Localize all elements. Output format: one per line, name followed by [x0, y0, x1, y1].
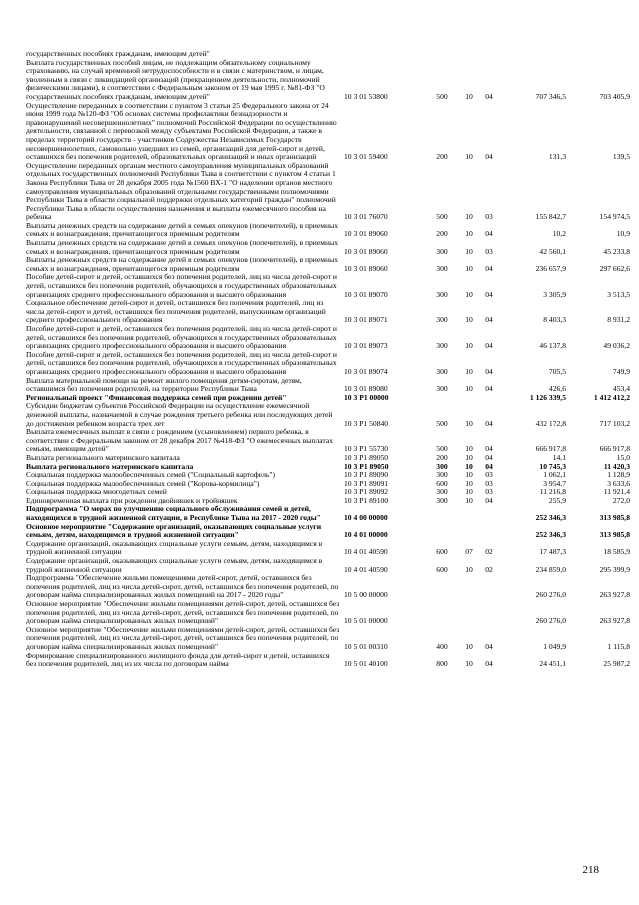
row-rz: 10: [465, 659, 473, 669]
row-value-1: 3 954,7: [543, 478, 566, 488]
row-rz: 10: [465, 212, 473, 222]
row-value-1: 10,2: [552, 229, 566, 239]
row-name: Социальная поддержка малообеспеченных семей ("Социальный картофель"): [26, 470, 275, 480]
row-vr: 600: [436, 478, 448, 488]
row-pr: 04: [485, 495, 493, 505]
row-value-2: 18 585,9: [603, 547, 630, 557]
row-name: Подпрограмма "О мерах по улучшению социального обслуживания семей и детей, находящихся в трудной жизненной ситуации, в Республике Тыва на 2017 - 2020 годы": [26, 504, 321, 523]
row-vr: 500: [436, 212, 448, 222]
row-rz: 10: [465, 263, 473, 273]
row-code: 10 3 P1 89100: [344, 495, 389, 505]
row-value-2: 15,0: [616, 452, 630, 462]
row-value-2: 3 633,6: [607, 478, 630, 488]
row-vr: 300: [436, 470, 448, 480]
row-value-2: 10,9: [616, 229, 630, 239]
row-name: Выплаты денежных средств на содержание детей в семьях опекунов (попечителей), в приемных семьях и вознаграждения, причитающегося приемным родителям: [26, 220, 339, 239]
row-value-1: 234 859,0: [535, 564, 566, 574]
row-rz: 10: [465, 384, 473, 394]
row-pr: 04: [485, 461, 493, 471]
row-value-1: 46 137,8: [539, 341, 566, 351]
row-value-2: 3 513,5: [607, 289, 630, 299]
row-value-2: 313 985,8: [599, 513, 630, 523]
row-value-2: 25 987,2: [603, 659, 630, 669]
row-pr: 04: [485, 384, 493, 394]
row-value-1: 432 172,8: [535, 418, 566, 428]
row-pr: 04: [485, 641, 493, 651]
row-name: Основное мероприятие "Обеспечение жильми помещениями детей-сирот, детей, оставшихся без попечения родителей, лиц из числа детей-сирот, детей, оставшихся без попечения родителей, по договорам найма специализированных жилых помещений": [26, 599, 340, 626]
row-rz: 10: [465, 564, 473, 574]
row-pr: 04: [485, 229, 493, 239]
row-name: Социальная поддержка малообеспеченных семей ("Корова-кормилица"): [26, 478, 260, 488]
row-name: Подпрограмма "Обеспечение жильми помещениями детей-сирот, детей, оставшихся без попечения родителей, лиц из числа детей-сирот, детей, оставшихся без попечения родителей, по договорам найма специализированных жилых помещений на 2017 - 2020 годы": [26, 573, 339, 600]
row-rz: 10: [465, 444, 473, 454]
row-value-1: 3 305,9: [543, 289, 566, 299]
row-value-2: 139,5: [612, 152, 630, 162]
row-value-2: 263 927,8: [599, 590, 630, 600]
table-row: [26, 626, 630, 652]
row-vr: 300: [436, 289, 448, 299]
row-pr: 04: [485, 263, 493, 273]
row-code: 10 3 01 76070: [344, 212, 388, 222]
row-value-1: 1 126 339,5: [529, 392, 566, 402]
table-row: [26, 377, 630, 394]
row-code: 10 3 P1 89050: [344, 461, 389, 471]
row-vr: 500: [436, 444, 448, 454]
row-code: 10 3 P1 50840: [344, 418, 389, 428]
row-value-2: 1 128,9: [607, 470, 630, 480]
row-value-1: 131,3: [548, 152, 566, 162]
table-row: [26, 402, 630, 428]
row-rz: 10: [465, 461, 473, 471]
row-value-2: 1 115,8: [607, 641, 630, 651]
row-rz: 10: [465, 366, 473, 376]
row-pr: 04: [485, 341, 493, 351]
table-row: [26, 652, 630, 669]
row-code: 10 3 01 89073: [344, 341, 388, 351]
row-value-1: 14,1: [552, 452, 566, 462]
row-vr: 500: [436, 91, 448, 101]
row-value-2: 666 917,8: [599, 444, 630, 454]
row-rz: 10: [465, 91, 473, 101]
row-value-1: 705,5: [548, 366, 566, 376]
row-pr: 04: [485, 152, 493, 162]
row-value-2: 272,0: [612, 495, 630, 505]
row-name: Основное мероприятие "Обеспечение жильми помещениями детей-сирот, детей, оставшихся без попечения родителей, лиц из числа детей-сирот, детей, оставшихся без попечения родителей, по договорам найма специализированных жилых помещений": [26, 624, 340, 651]
row-name: Субсидии бюджетам субъектов Российской Федерации на осуществление ежемесячной денежной выплаты, назначаемой в случае рождения третьего ребенка или последующих детей до достижения ребенком возраста трех лет: [26, 401, 333, 428]
row-name: Основное мероприятие "Содержание организаций, оказывающих социальные услуги семьям, детям, находящимся в трудной жизненной ситуации": [26, 521, 322, 540]
row-code: 10 3 P1 00000: [344, 392, 389, 402]
row-code: 10 3 01 89071: [344, 315, 388, 325]
row-rz: 10: [465, 418, 473, 428]
row-value-1: 1 062,1: [543, 470, 566, 480]
row-value-1: 252 346,3: [535, 513, 566, 523]
row-name: Выплаты денежных средств на содержание детей в семьях опекунов (попечителей), в приемных семьях и вознаграждения, причитающегося приемным родителям: [26, 238, 339, 256]
row-code: 10 5 00 00000: [344, 590, 388, 600]
row-value-1: 11 216,8: [539, 487, 566, 497]
row-code: 10 3 01 89070: [344, 289, 388, 299]
row-code: 10 3 P1 89092: [344, 487, 389, 497]
row-vr: 800: [436, 659, 448, 669]
row-code: 10 4 01 40590: [344, 547, 388, 557]
table-row: [26, 600, 630, 626]
row-pr: 04: [485, 659, 493, 669]
row-name: Социальная поддержка многодетных семей: [26, 487, 167, 497]
table-row: [26, 574, 630, 600]
row-value-2: 717 103,2: [599, 418, 630, 428]
row-value-1: 252 346,3: [535, 530, 566, 540]
row-code: 10 3 01 89060: [344, 229, 388, 239]
table-row: [26, 557, 630, 574]
row-value-2: 263 927,8: [599, 616, 630, 626]
row-name: Содержание организаций, оказывающих социальные услуги семьям, детям, находящимся в трудной жизненной ситуации: [26, 538, 323, 557]
table-row: [26, 325, 630, 351]
row-value-2: 749,9: [612, 366, 630, 376]
row-code: 10 4 01 40590: [344, 564, 388, 574]
row-value-2: 313 985,8: [599, 530, 630, 540]
row-pr: 03: [485, 246, 493, 256]
table-row: [26, 523, 630, 540]
row-vr: 500: [436, 418, 448, 428]
table-row: [26, 256, 630, 273]
row-vr: 300: [436, 495, 448, 505]
table-row: [26, 505, 630, 522]
row-pr: 02: [485, 564, 493, 574]
row-code: 10 3 P1 89050: [344, 452, 389, 462]
table-row: [26, 239, 630, 256]
row-code: 10 5 01 00000: [344, 616, 388, 626]
row-value-2: 297 662,6: [599, 263, 630, 273]
row-value-1: 155 842,7: [535, 212, 566, 222]
row-pr: 04: [485, 444, 493, 454]
table-row: [26, 351, 630, 377]
row-value-1: 260 276,0: [535, 616, 566, 626]
row-code: 10 3 P1 55730: [344, 444, 389, 454]
row-vr: 300: [436, 341, 448, 351]
row-name: Региональный проект "Финансовая поддержка семей при рождении детей": [26, 392, 287, 402]
row-rz: 10: [465, 641, 473, 651]
row-vr: 300: [436, 263, 448, 273]
row-value-2: 11 420,3: [603, 461, 630, 471]
row-rz: 10: [465, 470, 473, 480]
table-row: [26, 102, 630, 162]
row-pr: 04: [485, 366, 493, 376]
row-vr: 300: [436, 461, 448, 471]
row-name: Осуществление переданных органам местного самоуправления муниципальных образований отдельных государственных полномочий Республики Тыва в соответствии с пунктом 4 статьи 1 Закона Республики Тыва от 28 декабря 2005 года №1560 ВХ-1 "О наделении органов местного самоуправления муниципальных образований отдельными государственными полномочиями Республики Тыва в области социальной поддержки отдельных категорий граждан" полномочий Республики Тыва в области осуществления назначения и выплаты ежемесячного пособия на ребенка: [26, 160, 336, 222]
row-vr: 400: [436, 641, 448, 651]
row-code: 10 3 01 89074: [344, 366, 388, 376]
row-pr: 03: [485, 470, 493, 480]
row-vr: 600: [436, 564, 448, 574]
row-pr: 02: [485, 547, 493, 557]
row-name: Выплаты денежных средств на содержание детей в семьях опекунов (попечителей), в приемных семьях и вознаграждения, причитающегося приемным родителям: [26, 255, 339, 273]
row-value-2: 8 931,2: [607, 315, 630, 325]
row-name: Пособие детей-сирот и детей, оставшихся без попечения родителей, лиц из числа детей-сирот и детей, оставшихся без попечения родителей, обучающихся в государственных образовательных организациях среднего профессионального образования и высшего образования: [26, 349, 337, 376]
row-value-2: 295 399,9: [599, 564, 630, 574]
row-name: Выплата материальной помощи на ремонт жилого помещения детям-сиротам, детям, оставшимся без попечения родителей, на территории Республики Тыва: [26, 375, 302, 394]
row-name: Социальное обеспечение детей-сирот и детей, оставшихся без попечения родителей, лиц из числа детей-сирот и детей, оставшихся без попечения родителей, выпускникам организаций среднего профессионального образования: [26, 298, 326, 325]
row-pr: 04: [485, 91, 493, 101]
row-code: 10 3 01 89080: [344, 384, 388, 394]
row-value-2: 154 974,5: [599, 212, 630, 222]
row-code: 10 3 01 89060: [344, 263, 388, 273]
table-row: [26, 162, 630, 222]
row-rz: 07: [465, 547, 473, 557]
row-pr: 03: [485, 212, 493, 222]
row-code: 10 4 00 00000: [344, 513, 388, 523]
row-name: Выплата ежемесячных выплат в связи с рождением (усыновлением) первого ребенка, в соответствии с Федеральным законом от 28 декабря 2017 №418-ФЗ "О ежемесячных выплатах семьям, имеющим детей": [26, 427, 333, 454]
row-code: 10 4 01 00000: [344, 530, 388, 540]
row-rz: 10: [465, 341, 473, 351]
row-rz: 10: [465, 478, 473, 488]
row-value-1: 236 657,9: [535, 263, 566, 273]
row-value-1: 707 346,5: [535, 91, 566, 101]
row-rz: 10: [465, 229, 473, 239]
row-rz: 10: [465, 246, 473, 256]
row-name: Выплата регионального материнского капитала: [26, 452, 180, 462]
row-vr: 300: [436, 315, 448, 325]
row-vr: 200: [436, 152, 448, 162]
row-rz: 10: [465, 487, 473, 497]
table-row: [26, 540, 630, 557]
row-rz: 10: [465, 152, 473, 162]
row-value-1: 1 049,9: [543, 641, 566, 651]
row-value-2: 49 036,2: [603, 341, 630, 351]
row-pr: 04: [485, 452, 493, 462]
row-value-1: 8 403,3: [543, 315, 566, 325]
table-row: [26, 59, 630, 102]
row-rz: 10: [465, 315, 473, 325]
row-pr: 04: [485, 418, 493, 428]
table-row: [26, 273, 630, 299]
row-value-1: 260 276,0: [535, 590, 566, 600]
row-code: 10 3 P1 89091: [344, 478, 389, 488]
row-code: 10 5 01 40100: [344, 659, 388, 669]
row-value-2: 703 405,9: [599, 91, 630, 101]
row-name: Формирование специализированного жилищного фонда для детей-сирот и детей, оставшихся без попечения родителей, лиц из их числа по договорам найма: [26, 650, 330, 669]
row-vr: 600: [436, 547, 448, 557]
row-value-2: 453,4: [612, 384, 630, 394]
row-value-1: 426,6: [548, 384, 566, 394]
row-vr: 200: [436, 229, 448, 239]
row-vr: 300: [436, 487, 448, 497]
row-name: Выплата государственных пособий лицам, не подлежащим обязательному социальному страхованию, на случай временной нетрудоспособности и в связи с материнством, и лицам, уволенным в связи с ликвидацией организаций (прекращением деятельности, полномочий физическими лицами), в соответствии с Федеральным законом от 19 мая 1995 г. №81-ФЗ "О государственных пособиях гражданам, имеющим детей": [26, 57, 325, 101]
budget-table: [26, 50, 630, 669]
row-value-1: 255,9: [548, 495, 566, 505]
row-code: 10 3 P1 89090: [344, 470, 389, 480]
row-rz: 10: [465, 289, 473, 299]
row-pr: 03: [485, 487, 493, 497]
row-code: 10 3 01 89060: [344, 246, 388, 256]
table-row: [26, 299, 630, 325]
row-value-2: 11 921,4: [603, 487, 630, 497]
row-name: Единовременная выплата при рождении двойняшек и тройняшек: [26, 495, 238, 505]
row-vr: 300: [436, 384, 448, 394]
page-number: 218: [582, 864, 599, 876]
row-vr: 200: [436, 452, 448, 462]
row-code: 10 5 01 00310: [344, 641, 388, 651]
row-name: государственных пособиях гражданам, имеющим детей": [26, 49, 210, 58]
row-rz: 10: [465, 495, 473, 505]
row-value-1: 24 451,1: [539, 659, 566, 669]
row-name: Осуществление переданных в соответствии с пунктом 3 статьи 25 Федерального закона от 24 июня 1999 года №120-ФЗ "Об основах системы профилактики безнадзорности и правонарушений несовершеннолетних" полномочий Российской Федерации по осуществлению деятельности, связанной с перевозкой между субъектами Российской Федерации, а также в пределах территорий государств - участников Содружества Независимых Государств несовершеннолетних, самовольно ушедших из семей, организаций для детей-сирот и детей, оставшихся без попечения родителей, образовательных организаций и иных организаций: [26, 100, 337, 162]
row-value-2: 45 233,8: [603, 246, 630, 256]
row-value-1: 666 917,8: [535, 444, 566, 454]
row-name: Пособие детей-сирот и детей, оставшихся без попечения родителей, лиц из числа детей-сирот и детей, оставшихся без попечения родителей, обучающихся в государственных образовательных организациях среднего профессионального образования и высшего образования: [26, 324, 337, 351]
row-code: 10 3 01 59400: [344, 152, 388, 162]
row-pr: 04: [485, 289, 493, 299]
table-row: [26, 428, 630, 454]
row-rz: 10: [465, 452, 473, 462]
row-vr: 300: [436, 246, 448, 256]
table-row: [26, 222, 630, 239]
row-vr: 300: [436, 366, 448, 376]
row-value-1: 10 745,3: [539, 461, 566, 471]
row-pr: 04: [485, 315, 493, 325]
row-name: Пособие детей-сирот и детей, оставшихся без попечения родителей, лиц из числа детей-сирот и детей, оставшихся без попечения родителей, обучающихся в государственных образовательных организациях среднего профессионального образования и высшего образования: [26, 272, 337, 299]
row-pr: 03: [485, 478, 493, 488]
row-code: 10 3 01 53800: [344, 91, 388, 101]
row-value-2: 1 412 412,2: [593, 392, 630, 402]
row-value-1: 42 560,1: [539, 246, 566, 256]
row-name: Выплата регионального материнского капитала: [26, 461, 194, 471]
row-value-1: 17 487,3: [539, 547, 566, 557]
row-name: Содержание организаций, оказывающих социальные услуги семьям, детям, находящимся в трудной жизненной ситуации: [26, 556, 323, 574]
